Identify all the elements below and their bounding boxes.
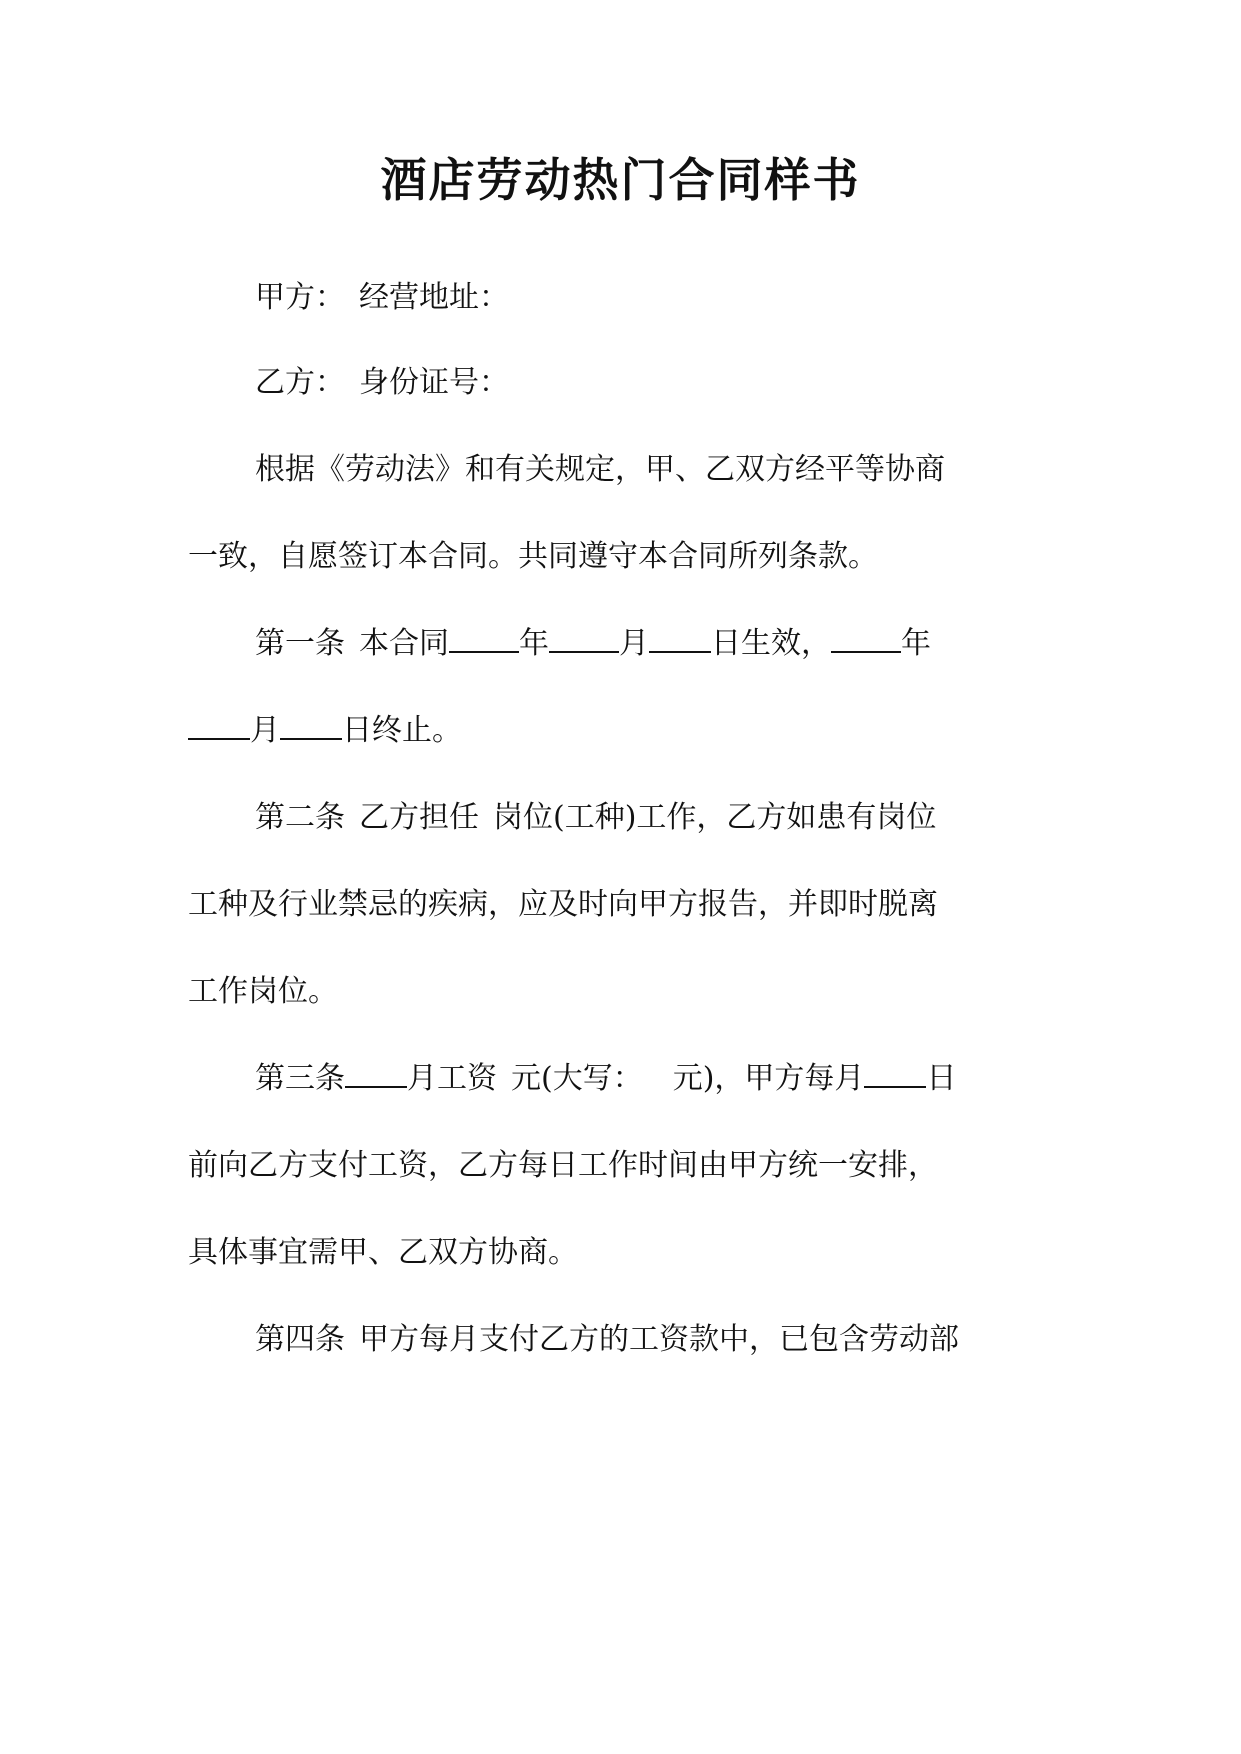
document-title: 酒店劳动热门合同样书 [380, 153, 861, 207]
end-day-blank [280, 712, 342, 740]
article-1-text: 本合同 [359, 626, 449, 661]
end-month-unit: 月 [250, 713, 280, 748]
start-month-unit: 月 [619, 626, 649, 661]
article-4-line-1 [255, 1320, 1135, 1360]
article-3-line-1 [255, 1059, 1135, 1099]
payday-blank [864, 1060, 926, 1088]
article-1-heading: 第一条 [255, 626, 345, 661]
preamble-line-1: 根据《劳动法》和有关规定，甲、乙双方经平等协商 [255, 452, 945, 487]
end-year-blank [831, 625, 901, 653]
end-year-unit: 年 [901, 626, 931, 661]
article-1-line-2 [188, 711, 1068, 751]
payday-unit: 日 [926, 1061, 957, 1096]
salary-close-text: 元)，甲方每月 [672, 1061, 865, 1096]
article-4-text: 甲方每月支付乙方的工资款中，已包含劳动部 [359, 1322, 959, 1357]
article-2-line-2: 工种及行业禁忌的疾病，应及时向甲方报告，并即时脱离 [188, 887, 938, 922]
start-year-blank [449, 625, 519, 653]
termination-day-text: 日终止。 [342, 713, 462, 748]
salary-amount-text: 元(大写： [511, 1061, 643, 1096]
business-address-label: 经营地址： [359, 280, 509, 315]
article-1-line-1 [255, 624, 1135, 664]
party-a-line [255, 278, 1135, 318]
start-day-blank [649, 625, 711, 653]
preamble-line-2: 一致，自愿签订本合同。共同遵守本合同所列条款。 [188, 539, 878, 574]
start-month-blank [549, 625, 619, 653]
monthly-salary-text: 月工资 [407, 1061, 497, 1096]
article-2-line-3: 工作岗位。 [188, 974, 338, 1009]
effective-day-text: 日生效， [711, 626, 831, 661]
end-month-blank [188, 712, 250, 740]
article-3-heading: 第三条 [255, 1061, 345, 1096]
party-a-label: 甲方： [255, 280, 345, 315]
party-b-line [255, 363, 1135, 403]
article-4-heading: 第四条 [255, 1322, 345, 1357]
article-2-line-1 [255, 798, 1135, 838]
article-2-text-a: 乙方担任 [359, 800, 479, 835]
article-3-line-3: 具体事宜需甲、乙双方协商。 [188, 1235, 578, 1270]
start-year-unit: 年 [519, 626, 549, 661]
article-2-text-b: 岗位(工种)工作，乙方如患有岗位 [493, 800, 937, 835]
id-number-label: 身份证号： [359, 365, 509, 400]
article-2-heading: 第二条 [255, 800, 345, 835]
party-b-label: 乙方： [255, 365, 345, 400]
salary-month-blank [345, 1060, 407, 1088]
article-3-line-2: 前向乙方支付工资，乙方每日工作时间由甲方统一安排， [188, 1148, 938, 1183]
